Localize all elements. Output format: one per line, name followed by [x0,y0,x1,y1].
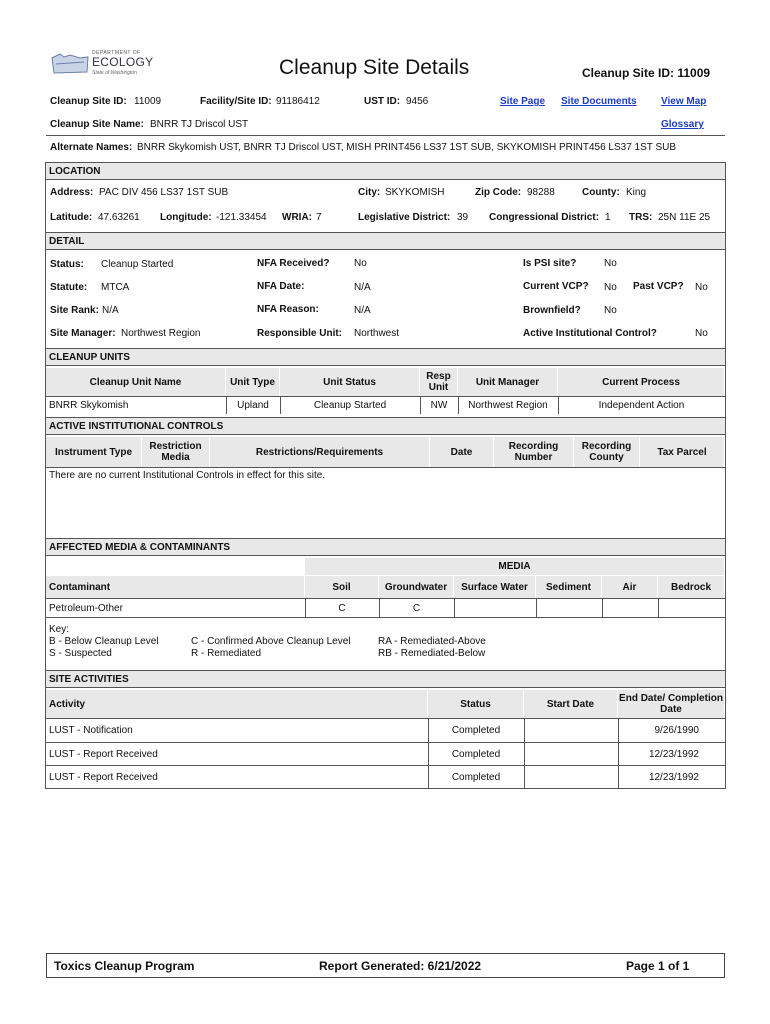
wria-value: 7 [316,212,322,223]
key-item: S - Suspected [49,648,112,659]
table-cell: 12/23/1992 [648,748,699,760]
nfa-date-value: N/A [354,282,371,293]
table-cell: LUST - Report Received [49,771,158,783]
current-vcp-value: No [604,282,617,293]
col-header: Air [602,576,658,598]
col-header: Restriction Media [142,437,210,467]
congressional-district-label: Congressional District: [489,212,600,223]
col-header: Resp Unit [420,368,458,396]
site-rank-label: Site Rank: [50,305,99,316]
address-label: Address: [50,187,94,198]
key-item: RA - Remediated-Above [378,636,486,647]
brownfield-value: No [604,305,617,316]
cleanup-units-heading: CLEANUP UNITS [46,348,725,366]
cleanup-site-id-value: 11009 [134,96,162,107]
brownfield-label: Brownfield? [523,305,581,316]
site-documents-link[interactable]: Site Documents [561,96,637,107]
detail-heading: DETAIL [46,232,725,250]
key-item: R - Remediated [191,648,262,659]
table-cell: C [412,602,421,614]
facility-id-label: Facility/Site ID: [200,96,272,107]
site-page-link[interactable]: Site Page [500,96,546,107]
active-ic-label: Active Institutional Control? [523,328,657,339]
col-header: Start Date [524,690,618,718]
key-item: RB - Remediated-Below [378,648,486,659]
table-cell: Completed [451,771,501,783]
affected-media-heading: AFFECTED MEDIA & CONTAMINANTS [46,538,725,556]
status-label: Status: [50,259,84,270]
county-value: King [626,187,647,198]
city-label: City: [358,187,381,198]
congressional-district-value: 1 [605,212,611,223]
table-cell: LUST - Notification [49,725,133,736]
psi-label: Is PSI site? [523,258,577,269]
longitude-value: -121.33454 [216,212,267,223]
col-header: Sediment [536,576,602,598]
psi-value: No [604,258,617,269]
col-header: Unit Type [226,368,280,396]
city-value: SKYKOMISH [385,187,445,198]
key-title: Key: [49,624,70,635]
latitude-value: 47.63261 [98,212,140,223]
past-vcp-label: Past VCP? [633,281,684,292]
logo-top-text: DEPARTMENT OF [92,50,141,56]
ecology-logo [50,50,154,80]
table-cell [524,743,618,765]
table-cell: Northwest Region [468,400,548,411]
footer-generated: Report Generated: 6/21/2022 [319,959,482,973]
nfa-reason-value: N/A [354,305,371,316]
site-rank-value: N/A [102,305,119,316]
view-map-link[interactable]: View Map [661,96,707,107]
page-title: Cleanup Site Details [279,56,470,79]
col-header: Recording County [574,437,640,467]
facility-id-value: 91186412 [276,96,320,107]
site-activities-heading: SITE ACTIVITIES [46,670,725,688]
logo-bottom-text: State of Washington [92,70,137,76]
nfa-received-label: NFA Received? [257,258,330,269]
table-cell: Independent Action [598,400,685,411]
longitude-label: Longitude: [160,212,212,223]
zip-value: 98288 [527,187,555,198]
statute-label: Statute: [50,282,88,293]
table-cell: BNRR Skykomish [49,400,129,411]
key-item: B - Below Cleanup Level [49,636,159,647]
trs-label: TRS: [629,212,653,223]
address-value: PAC DIV 456 LS37 1ST SUB [99,187,229,198]
site-name-label: Cleanup Site Name: [50,119,144,130]
nfa-reason-label: NFA Reason: [257,304,319,315]
location-heading: LOCATION [46,162,725,180]
col-header: Soil [305,576,379,598]
key-item: C - Confirmed Above Cleanup Level [191,636,351,647]
alternate-names-value: BNRR Skykomish UST, BNRR TJ Driscol UST, MISH PRINT456 LS37 1ST SUB, SKYKOMISH PRINT456 LS37 1ST SUB [137,142,677,153]
status-value: Cleanup Started [101,259,174,270]
table-cell: 12/23/1992 [648,771,699,783]
col-header: Unit Status [280,368,420,396]
table-cell: Petroleum-Other [49,602,123,614]
table-cell: C [338,602,346,614]
col-header: Bedrock [658,576,725,598]
site-id-heading: Cleanup Site ID: 11009 [582,66,711,80]
legislative-district-value: 39 [457,212,469,223]
legislative-district-label: Legislative District: [358,212,451,223]
col-header: Status [428,690,524,718]
table-cell: NW [430,400,448,411]
active-ic-value: No [695,328,708,339]
institutional-controls-heading: ACTIVE INSTITUTIONAL CONTROLS [46,417,725,435]
latitude-label: Latitude: [50,212,93,223]
responsible-unit-value: Northwest [354,328,400,339]
table-cell [524,766,618,788]
site-name-value: BNRR TJ Driscol UST [150,119,249,130]
ust-id-label: UST ID: [364,96,401,107]
table-cell: Completed [451,748,501,760]
media-group-header: MEDIA [305,558,725,576]
nfa-date-label: NFA Date: [257,281,305,292]
table-cell [524,719,618,742]
table-cell: 9/26/1990 [654,725,699,736]
col-header: Groundwater [379,576,454,598]
alternate-names-label: Alternate Names: [50,142,133,153]
nfa-received-value: No [354,258,367,269]
col-header: Recording Number [494,437,574,467]
ust-id-value: 9456 [406,96,429,107]
col-header: Unit Manager [458,368,558,396]
col-header: Surface Water [454,576,536,598]
col-header: Restrictions/Requirements [210,437,430,467]
zip-label: Zip Code: [475,187,522,198]
no-controls-message: There are no current Institutional Controls in effect for this site. [49,470,326,481]
col-header: Current Process [558,368,725,396]
trs-value: 25N 11E 25 [658,212,711,223]
glossary-link[interactable]: Glossary [661,119,704,130]
col-header: Cleanup Unit Name [46,368,226,396]
washington-map-icon [50,52,90,76]
col-header: Activity [46,690,428,718]
site-manager-value: Northwest Region [121,328,201,339]
col-header: Date [430,437,494,467]
table-cell: Completed [451,725,501,736]
past-vcp-value: No [695,282,708,293]
statute-value: MTCA [101,282,130,293]
table-cell: LUST - Report Received [49,748,158,760]
col-header: Instrument Type [46,437,142,467]
footer-page-number: Page 1 of 1 [626,959,690,973]
wria-label: WRIA: [282,212,312,223]
logo-main-text: ECOLOGY [92,55,154,69]
table-cell: Upland [237,400,269,411]
footer-program: Toxics Cleanup Program [54,959,195,973]
col-header: End Date/ Completion Date [618,690,725,718]
table-cell: Cleanup Started [313,400,387,411]
site-manager-label: Site Manager: [50,328,116,339]
cleanup-site-id-label: Cleanup Site ID: [50,96,127,107]
county-label: County: [582,187,620,198]
col-header: Contaminant [46,576,305,598]
current-vcp-label: Current VCP? [523,281,589,292]
responsible-unit-label: Responsible Unit: [257,328,343,339]
col-header: Tax Parcel [640,437,725,467]
